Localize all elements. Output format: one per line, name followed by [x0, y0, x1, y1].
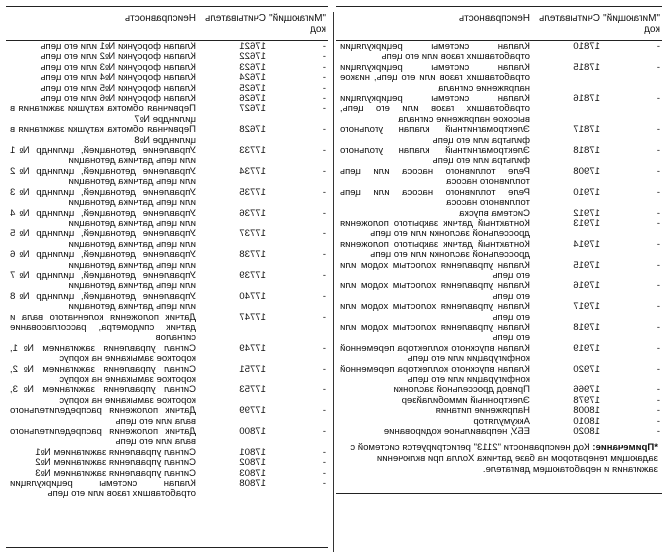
reader-code-cell: 17817: [573, 124, 600, 136]
reader-code-cell: 17966: [573, 384, 600, 396]
header-blink-code: "Мигающий" код: [269, 13, 326, 35]
blink-code-cell: -: [322, 290, 326, 302]
reader-code-cell: 17625: [239, 82, 266, 94]
table-row: [6, 125, 328, 146]
blink-code-cell: -: [656, 217, 660, 229]
blink-code-cell: -: [656, 186, 660, 198]
table-row: [6, 250, 328, 271]
fault-description-cell: Клапан впускного коллектора переменной конфигурации или его цепь: [340, 342, 530, 365]
blink-code-cell: -: [322, 61, 326, 73]
fault-description-cell: Первичная обмотка катушки зажигания в цилиндре №8: [10, 124, 196, 146]
reader-code-cell: 17751: [239, 363, 266, 375]
blink-code-cell: -: [656, 405, 660, 417]
blink-code-cell: -: [322, 145, 326, 157]
fault-description-cell: Электромагнитный клапан угольного фильтра или его цепь: [340, 124, 530, 146]
blink-code-cell: -: [322, 467, 326, 479]
reader-code-cell: 17735: [239, 186, 266, 198]
reader-code-cell: 17818: [573, 145, 600, 157]
fault-description-cell: Сигнал управления зажиганием №1: [35, 446, 196, 458]
table-row: [6, 188, 328, 209]
fault-description-cell: Клапан системы рециркуляции отработавших газов или его цепь: [340, 41, 530, 63]
table-row: [336, 261, 662, 282]
fault-description-cell: Электромагнитный клапан угольного фильтра или его цепь: [340, 145, 530, 167]
table-body: [6, 41, 328, 500]
reader-code-cell: 17914: [573, 238, 600, 250]
fault-description-cell: Клапан форсунки №5 или его цепь: [40, 82, 196, 94]
reader-code-cell: 17747: [239, 311, 266, 323]
blink-code-cell: -: [322, 457, 326, 469]
table-row: [336, 94, 662, 125]
blink-code-cell: -: [656, 238, 660, 250]
fault-description-cell: Управление детонацией, цилиндр №2 или цепь датчика детонации: [10, 165, 196, 188]
footnote-label: *Примечание:: [592, 442, 658, 454]
fault-description-cell: Управление детонацией, цилиндр №7 или цепь датчика детонации: [10, 269, 196, 292]
blink-code-cell: -: [656, 41, 660, 52]
reader-code-cell: 17801: [239, 446, 266, 458]
fault-description-cell: Управление детонацией, цилиндр №3 или цепь датчика детонации: [10, 186, 196, 209]
blink-code-cell: -: [322, 384, 326, 396]
table-row: [336, 146, 662, 167]
fault-description-cell: Датчик положения коленчатого вала и датчик спидометра, рассогласование сигналов: [10, 311, 196, 344]
blink-code-cell: -: [322, 269, 326, 281]
blink-code-cell: -: [322, 249, 326, 261]
table-row: [336, 42, 662, 63]
blink-code-cell: -: [322, 82, 326, 94]
fault-description-cell: Аккумулятор: [473, 415, 530, 427]
blink-code-cell: -: [322, 478, 326, 490]
blink-code-cell: -: [322, 342, 326, 354]
fault-description-cell: Управление детонацией, цилиндр №1 или цепь датчика детонации: [10, 145, 196, 167]
table-row: [6, 313, 328, 344]
table-row: [336, 344, 662, 365]
reader-code-cell: 17621: [239, 41, 266, 52]
reader-code-cell: 18010: [573, 415, 600, 427]
blink-code-cell: -: [656, 93, 660, 105]
table-body: [336, 41, 662, 437]
reader-code-cell: 17802: [239, 457, 266, 469]
reader-code-cell: 17908: [573, 165, 600, 177]
reader-code-cell: 17737: [239, 228, 266, 240]
blink-code-cell: -: [322, 103, 326, 115]
blink-code-cell: -: [656, 145, 660, 157]
fault-description-cell: Клапан системы рециркуляции отработавших газов или его цепь, низкое напряжение сигнала: [340, 61, 530, 94]
blink-code-cell: -: [656, 415, 660, 427]
table-row: [336, 365, 662, 386]
reader-code-cell: 17739: [239, 269, 266, 281]
fault-description-cell: Управление детонацией, цилиндр №5 или цепь датчика детонации: [10, 228, 196, 250]
table-row: [6, 292, 328, 313]
table-row: [6, 104, 328, 125]
fault-description-cell: Первичная обмотка катушки зажигания в цилиндре №7: [10, 103, 196, 125]
reader-code-cell: 17810: [573, 41, 600, 52]
reader-code-cell: 17740: [239, 290, 266, 302]
reader-code-cell: 17920: [573, 363, 600, 375]
blink-code-cell: -: [656, 321, 660, 333]
table-row: [336, 188, 662, 209]
reader-code-cell: 17799: [239, 405, 266, 417]
blink-code-cell: -: [322, 311, 326, 323]
reader-code-cell: 17623: [239, 61, 266, 73]
fault-description-cell: Система впуска: [459, 207, 530, 219]
reader-code-cell: 17913: [573, 217, 600, 229]
fault-description-cell: Сигнал управления зажиганием №1, короткое замыкание на корпус: [10, 342, 196, 365]
reader-code-cell: 18020: [573, 426, 600, 438]
blink-code-cell: -: [656, 61, 660, 73]
reader-code-cell: 17627: [239, 103, 266, 115]
header-reader: Считыватель: [205, 13, 266, 24]
table-row: [6, 271, 328, 292]
reader-code-cell: 17624: [239, 72, 266, 84]
blink-code-cell: -: [322, 124, 326, 136]
fault-description-cell: Датчик положения распределительного вала или его цепь: [10, 405, 196, 427]
reader-code-cell: 17917: [573, 301, 600, 313]
table-header: [336, 7, 662, 41]
blink-code-cell: -: [322, 228, 326, 240]
fault-description-cell: Сигнал управления зажиганием №3, короткое замыкание на корпус: [10, 384, 196, 406]
table-row: [6, 427, 328, 448]
reader-code-cell: 17622: [239, 51, 266, 63]
fault-description-cell: Электронный иммобилайзер: [401, 394, 530, 406]
header-fault: Неисправность: [124, 13, 196, 24]
reader-code-cell: 17816: [573, 93, 600, 105]
reader-code-cell: 17815: [573, 61, 600, 73]
blink-code-cell: -: [656, 207, 660, 219]
reader-code-cell: 17626: [239, 93, 266, 105]
table-row: [6, 385, 328, 406]
blink-code-cell: -: [322, 51, 326, 63]
fault-description-cell: Контактный датчик закрытого положения дроссельной заслонки или его цепь: [340, 217, 530, 240]
table-row: [6, 406, 328, 427]
fault-description-cell: Клапан форсунки №3 или его цепь: [40, 61, 196, 73]
table-row: [336, 240, 662, 261]
reader-code-cell: 17978: [573, 394, 600, 406]
reader-code-cell: 17918: [573, 321, 600, 333]
header-blink-code: "Мигающий" код: [603, 13, 660, 35]
reader-code-cell: 17749: [239, 342, 266, 354]
table-row: [336, 281, 662, 302]
fault-description-cell: Датчик положения распределительного вала или его цепь: [10, 426, 196, 448]
reader-code-cell: 17803: [239, 467, 266, 479]
table-row: [6, 344, 328, 365]
blink-code-cell: -: [656, 363, 660, 375]
fault-codes-table-part-2: [336, 6, 662, 494]
fault-description-cell: Реле топливного насоса или цепь топливного насоса: [340, 186, 530, 209]
table-row: [6, 365, 328, 386]
reader-code-cell: 17808: [239, 478, 266, 490]
fault-description-cell: Клапан форсунки №6 или его цепь: [40, 93, 196, 105]
blink-code-cell: -: [656, 124, 660, 136]
blink-code-cell: -: [656, 394, 660, 406]
blink-code-cell: -: [322, 93, 326, 105]
fault-description-cell: Клапан форсунки №4 или его цепь: [40, 72, 196, 84]
reader-code-cell: 17753: [239, 384, 266, 396]
table-row: [6, 209, 328, 230]
table-row: [336, 125, 662, 146]
fault-description-cell: Напряжение питания: [435, 405, 530, 417]
fault-description-cell: Сигнал управления зажиганием №3: [35, 467, 196, 479]
fault-description-cell: Клапан управления холостым ходом или его цепь: [340, 301, 530, 323]
reader-code-cell: 18008: [573, 405, 600, 417]
fault-description-cell: Управление детонацией, цилиндр №6 или цепь датчика детонации: [10, 249, 196, 271]
fault-description-cell: Клапан системы рециркуляции отработавших газов или его цепь, высокое напряжение сигнала: [340, 93, 530, 125]
reader-code-cell: 17734: [239, 165, 266, 177]
reader-code-cell: 17733: [239, 145, 266, 157]
table-row: [6, 479, 328, 500]
fault-description-cell: Клапан управления холостым ходом или его цепь: [340, 280, 530, 302]
blink-code-cell: -: [322, 426, 326, 438]
table-row: [336, 427, 662, 437]
table-row: [336, 323, 662, 344]
table-row: [6, 146, 328, 167]
table-row: [336, 302, 662, 323]
table-header: [6, 7, 328, 41]
blink-code-cell: -: [656, 342, 660, 354]
blink-code-cell: -: [656, 259, 660, 271]
reader-code-cell: 17736: [239, 207, 266, 219]
fault-description-cell: Клапан управления холостым ходом или его цепь: [340, 259, 530, 281]
header-reader: Считыватель: [539, 13, 600, 24]
blink-code-cell: -: [322, 405, 326, 417]
reader-code-cell: 17919: [573, 342, 600, 354]
fault-description-cell: Клапан форсунки №2 или его цепь: [40, 51, 196, 63]
fault-description-cell: Привод дроссельной заслонки: [393, 384, 530, 396]
table-row: [6, 167, 328, 188]
blink-code-cell: -: [322, 207, 326, 219]
table-row: [6, 229, 328, 250]
table-row: [336, 63, 662, 94]
fault-description-cell: ЕБУ, неправильное кодирование: [383, 426, 530, 438]
blink-code-cell: -: [656, 280, 660, 292]
fault-description-cell: Сигнал управления зажиганием №2, короткое замыкание на корпус: [10, 363, 196, 385]
reader-code-cell: 17910: [573, 186, 600, 198]
fault-description-cell: Контактный датчик закрытого положения дроссельной заслонки или его цепь: [340, 238, 530, 261]
reader-code-cell: 17915: [573, 259, 600, 271]
blink-code-cell: -: [656, 165, 660, 177]
blink-code-cell: -: [656, 301, 660, 313]
fault-description-cell: Клапан управления холостым ходом или его цепь: [340, 321, 530, 344]
fault-description-cell: Управление детонацией, цилиндр №4 или цепь датчика детонации: [10, 207, 196, 229]
fault-description-cell: Реле топливного насоса или цепь топливного насоса: [340, 165, 530, 188]
footnote: [336, 443, 662, 475]
fault-description-cell: Клапан форсунки №1 или его цепь: [40, 41, 196, 52]
fault-description-cell: Клапан впускного коллектора переменной конфигурации или его цепь: [340, 363, 530, 385]
header-fault: Неисправность: [458, 13, 530, 24]
column-divider: [333, 12, 334, 552]
reader-code-cell: 17628: [239, 124, 266, 136]
blink-code-cell: -: [322, 72, 326, 84]
blink-code-cell: -: [322, 363, 326, 375]
reader-code-cell: 17912: [573, 207, 600, 219]
fault-description-cell: Сигнал управления зажиганием №2: [35, 457, 196, 469]
blink-code-cell: -: [322, 165, 326, 177]
table-row: [336, 219, 662, 240]
fault-description-cell: Клапан системы рециркуляции отработавших газов или его цепь: [10, 478, 196, 500]
blink-code-cell: -: [656, 384, 660, 396]
blink-code-cell: -: [322, 186, 326, 198]
footnote-text: Код неисправности "2113" регистрируется системой с задающим генератором на базе датчика Холла при включении зажигания и неработающем двигателе.: [350, 442, 658, 475]
fault-codes-table-part-1: [6, 6, 328, 548]
table-row: [336, 167, 662, 188]
blink-code-cell: -: [322, 446, 326, 458]
fault-description-cell: Управление детонацией, цилиндр №8 или цепь датчика детонации: [10, 290, 196, 313]
reader-code-cell: 17738: [239, 249, 266, 261]
reader-code-cell: 17916: [573, 280, 600, 292]
blink-code-cell: -: [656, 426, 660, 438]
reader-code-cell: 17800: [239, 426, 266, 438]
blink-code-cell: -: [322, 41, 326, 52]
